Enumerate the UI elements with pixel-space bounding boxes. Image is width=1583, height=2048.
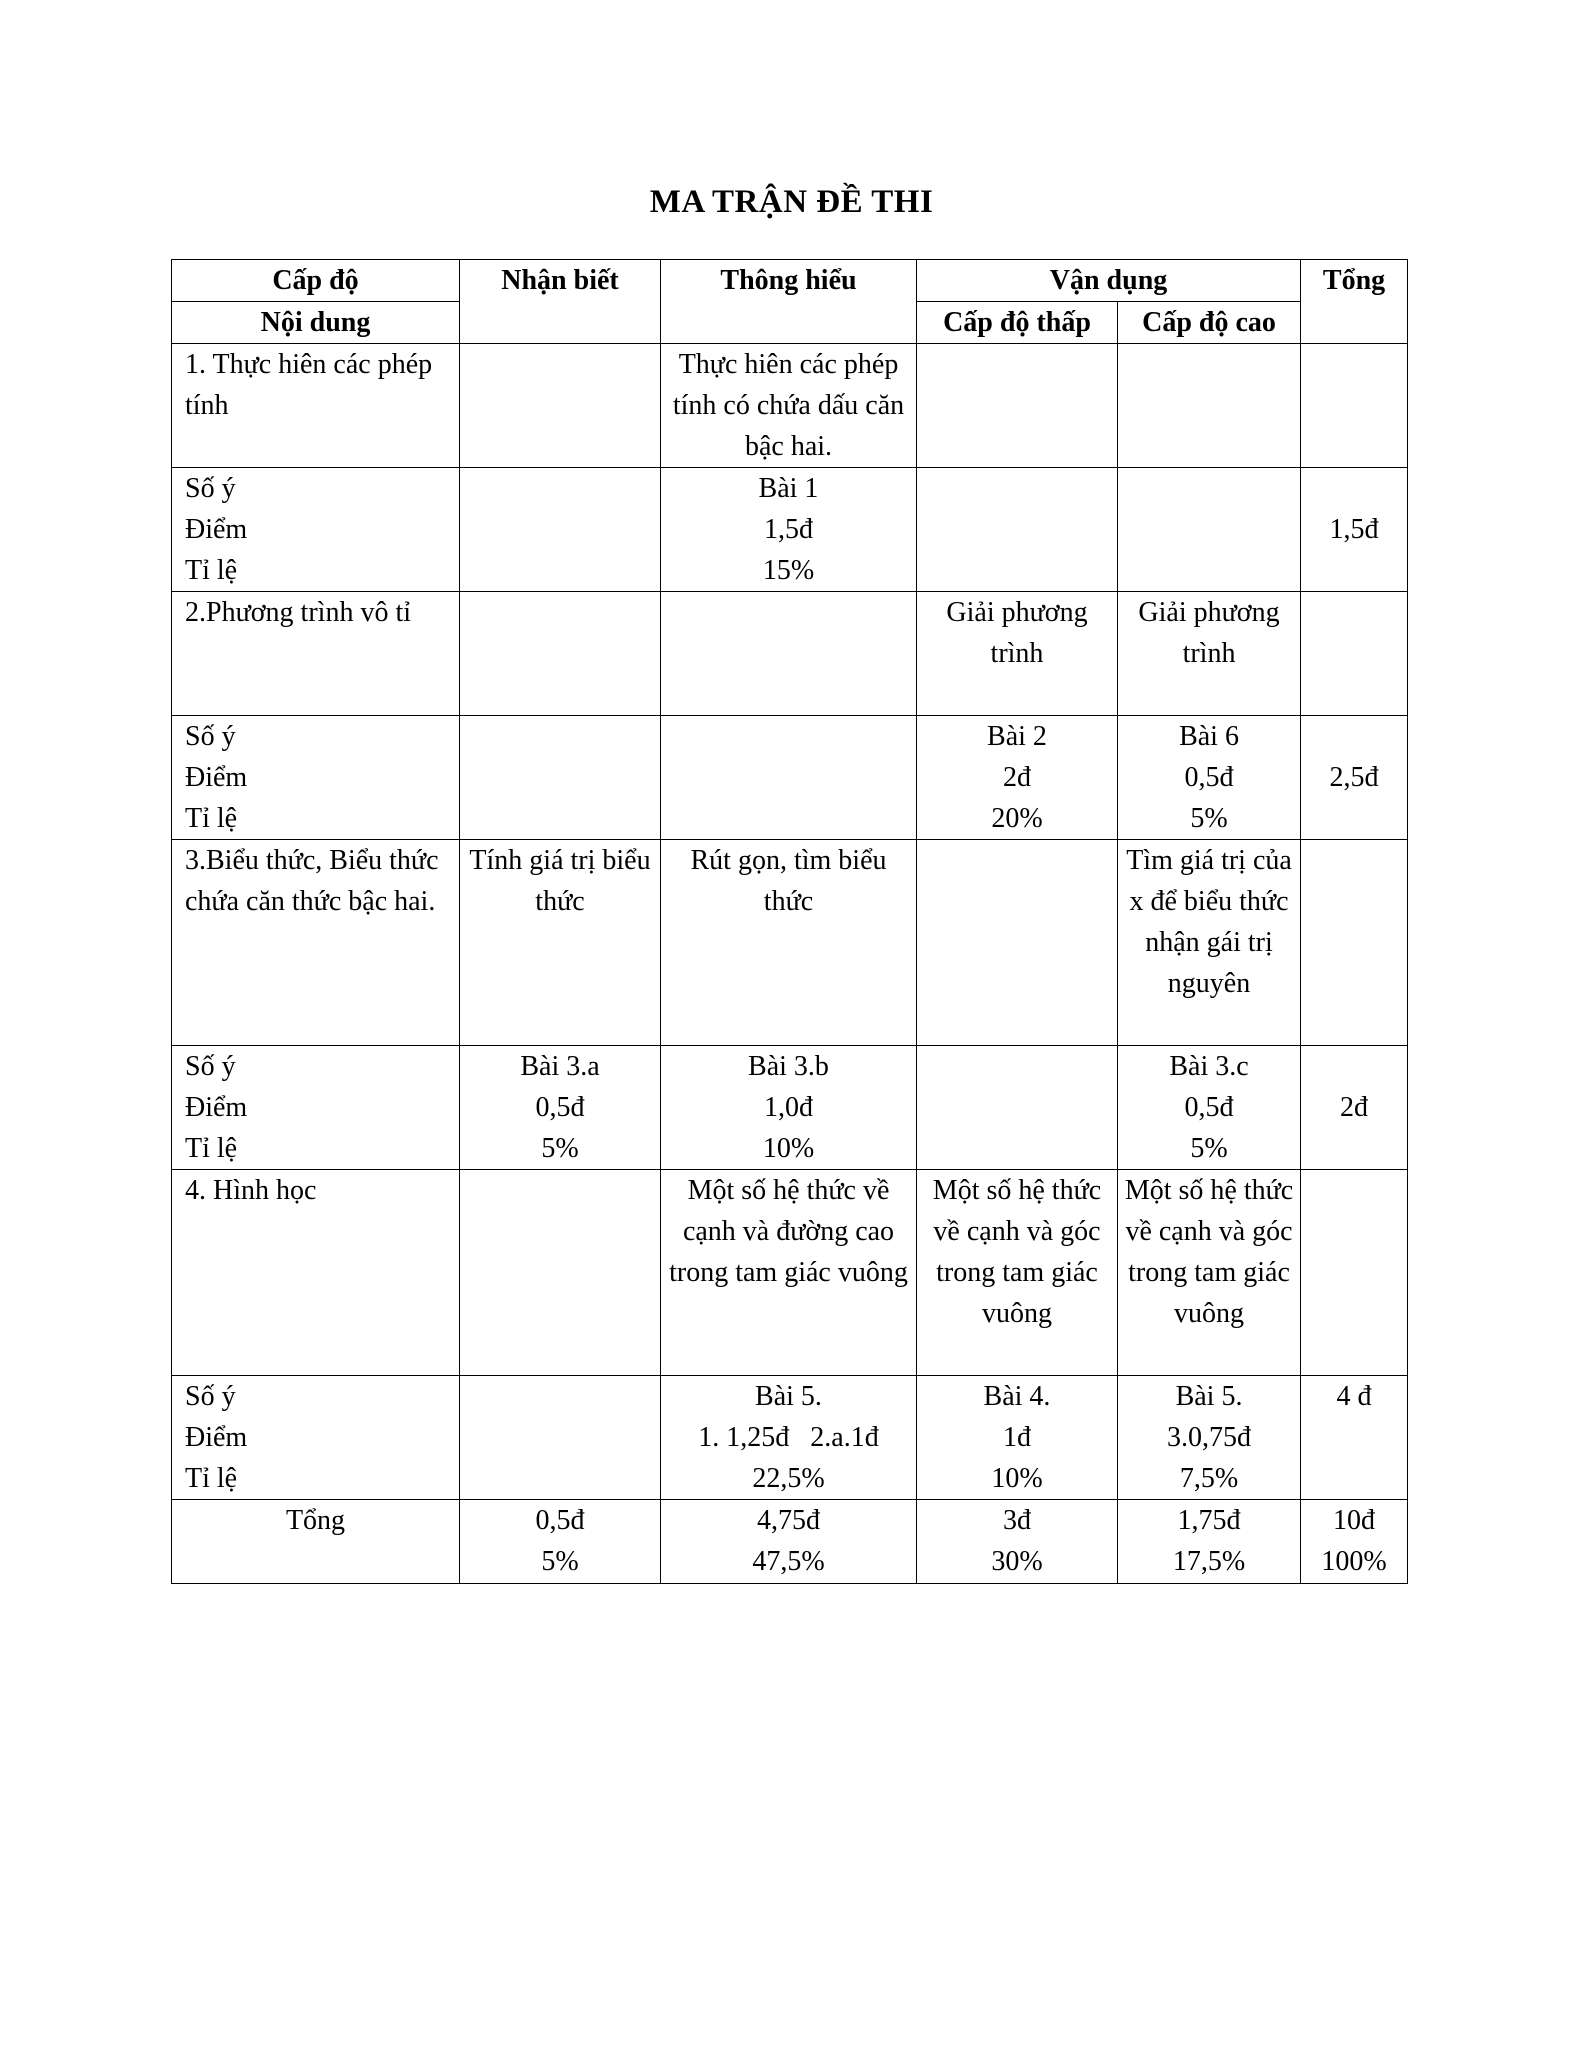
thong-hieu-cell-4-text: Một số hệ thức về cạnh và đường cao trong tam giác vuông [669, 1175, 908, 1288]
detail-labels-4-line: Tỉ lệ [185, 1463, 238, 1494]
total-nhan-biet-line: 5% [541, 1546, 579, 1577]
detail-thong-hieu-3-line: 1,0đ [764, 1092, 813, 1123]
page-title: MA TRẬN ĐỀ THI [649, 184, 934, 220]
detail-thong-hieu-3-line: 10% [762, 1133, 815, 1164]
detail-cap-do-cao-2-line: Bài 6 [1179, 721, 1239, 752]
cap-do-cao-cell-1 [1118, 344, 1301, 468]
cap-do-cao-cell-2 [1118, 592, 1301, 716]
detail-nhan-biet-2 [460, 716, 661, 840]
cap-do-cao-cell-4-text: Một số hệ thức về cạnh và góc trong tam giác vuông [1124, 1175, 1294, 1329]
table-header [172, 260, 1408, 344]
total-cap-do-cao-line: 1,75đ [1177, 1505, 1241, 1536]
detail-labels-4 [172, 1376, 460, 1500]
detail-thong-hieu-1-line: 1,5đ [764, 514, 813, 545]
table-row [172, 592, 1408, 716]
total-cap-do-thap-line: 3đ [1003, 1505, 1031, 1536]
detail-cap-do-cao-3-line: 5% [1190, 1133, 1228, 1164]
detail-cap-do-thap-4-line: Bài 4. [983, 1381, 1051, 1412]
detail-cap-do-thap-1 [917, 468, 1118, 592]
nhan-biet-cell-1 [460, 344, 661, 468]
detail-cap-do-cao-2-line: 5% [1190, 803, 1228, 834]
detail-labels-3 [172, 1046, 460, 1170]
total-row [172, 1500, 1408, 1584]
topic-cell-2-text: 2.Phương trình vô tỉ [185, 597, 411, 628]
table-row [172, 344, 1408, 468]
nhan-biet-cell-3-text: Tính giá trị biểu thức [469, 845, 651, 917]
detail-cap-do-cao-2 [1118, 716, 1301, 840]
total-thong-hieu [661, 1500, 917, 1584]
thong-hieu-cell-2 [661, 592, 917, 716]
table-row [172, 1376, 1408, 1500]
thong-hieu-cell-1 [661, 344, 917, 468]
detail-cap-do-cao-4-line: 7,5% [1179, 1463, 1239, 1494]
topic-cell-4 [172, 1170, 460, 1376]
detail-cap-do-cao-4 [1118, 1376, 1301, 1500]
detail-cap-do-cao-1 [1118, 468, 1301, 592]
detail-cap-do-thap-2 [917, 716, 1118, 840]
tong-cell-3 [1301, 840, 1408, 1046]
topic-cell-1-text: 1. Thực hiên các phép tính [185, 349, 433, 421]
detail-labels-1-line: Điểm [185, 514, 248, 545]
total-tong-line: 100% [1321, 1546, 1387, 1577]
detail-labels-2-line: Tỉ lệ [185, 803, 238, 834]
nhan-biet-cell-4 [460, 1170, 661, 1376]
total-thong-hieu-line: 4,75đ [757, 1505, 820, 1536]
detail-cap-do-thap-4-line: 10% [991, 1463, 1043, 1494]
nhan-biet-cell-3 [460, 840, 661, 1046]
total-label [172, 1500, 460, 1584]
total-cap-do-thap-line: 30% [991, 1546, 1043, 1577]
detail-cap-do-thap-2-line: 20% [991, 803, 1043, 834]
thong-hieu-cell-4 [661, 1170, 917, 1376]
detail-tong-2-text: 2,5đ [1329, 762, 1379, 793]
detail-labels-3-line: Tỉ lệ [185, 1133, 238, 1164]
detail-cap-do-cao-4-line: Bài 5. [1175, 1381, 1243, 1412]
header-thong-hieu: Thông hiểu [661, 260, 917, 344]
thong-hieu-cell-3-text: Rút gọn, tìm biểu thức [690, 845, 887, 917]
detail-tong-1 [1301, 468, 1408, 592]
table-row [172, 1046, 1408, 1170]
detail-nhan-biet-1 [460, 468, 661, 592]
detail-nhan-biet-3-line: Bài 3.a [520, 1051, 600, 1082]
total-thong-hieu-line: 47,5% [752, 1546, 825, 1577]
header-noi-dung: Nội dung [172, 302, 460, 344]
total-cap-do-cao-line: 17,5% [1172, 1546, 1246, 1577]
topic-cell-1 [172, 344, 460, 468]
table-row [172, 1170, 1408, 1376]
detail-cap-do-thap-3 [917, 1046, 1118, 1170]
tong-cell-1 [1301, 344, 1408, 468]
detail-tong-4 [1301, 1376, 1408, 1500]
detail-labels-4-line: Số ý [185, 1381, 236, 1412]
cap-do-cao-cell-3-text: Tìm giá trị của x để biểu thức nhận gái trị nguyên [1126, 845, 1292, 999]
nhan-biet-cell-2 [460, 592, 661, 716]
detail-thong-hieu-1-line: Bài 1 [758, 473, 819, 504]
thong-hieu-cell-1-text: Thực hiên các phép tính có chứa dấu căn bậc hai. [672, 349, 905, 462]
detail-tong-2 [1301, 716, 1408, 840]
total-cap-do-thap [917, 1500, 1118, 1584]
total-tong-line: 10đ [1333, 1505, 1376, 1536]
topic-cell-4-text: 4. Hình học [185, 1175, 317, 1206]
detail-labels-1 [172, 468, 460, 592]
detail-cap-do-cao-3-line: 0,5đ [1184, 1092, 1234, 1123]
detail-tong-4-text: 4 đ [1336, 1381, 1372, 1412]
detail-cap-do-thap-4-line: 1đ [1003, 1422, 1031, 1453]
tong-cell-4 [1301, 1170, 1408, 1376]
cap-do-thap-cell-4 [917, 1170, 1118, 1376]
table-row [172, 840, 1408, 1046]
detail-labels-3-line: Điểm [185, 1092, 248, 1123]
detail-nhan-biet-4 [460, 1376, 661, 1500]
total-tong [1301, 1500, 1408, 1584]
header-tong: Tổng [1301, 260, 1408, 344]
detail-nhan-biet-3-line: 0,5đ [535, 1092, 585, 1123]
detail-thong-hieu-1-line: 15% [762, 555, 815, 586]
detail-labels-4-line: Điểm [185, 1422, 248, 1453]
detail-cap-do-cao-4-line: 3.0,75đ [1167, 1422, 1251, 1453]
detail-thong-hieu-4 [661, 1376, 917, 1500]
thong-hieu-cell-3 [661, 840, 917, 1046]
detail-labels-1-line: Số ý [185, 473, 236, 504]
cap-do-thap-cell-1 [917, 344, 1118, 468]
detail-cap-do-cao-3-line: Bài 3.c [1169, 1051, 1249, 1082]
detail-tong-1-text: 1,5đ [1329, 514, 1379, 545]
header-cap-do-cao: Cấp độ cao [1118, 302, 1301, 344]
cap-do-cao-cell-3 [1118, 840, 1301, 1046]
detail-cap-do-thap-2-line: Bài 2 [987, 721, 1047, 752]
total-nhan-biet [460, 1500, 661, 1584]
detail-labels-2 [172, 716, 460, 840]
table-row [172, 468, 1408, 592]
detail-thong-hieu-3-line: Bài 3.b [748, 1051, 829, 1082]
table-row [172, 716, 1408, 840]
header-van-dung: Vận dụng [917, 260, 1301, 302]
detail-labels-2-line: Số ý [185, 721, 236, 752]
detail-thong-hieu-4-line: 22,5% [752, 1463, 825, 1494]
cap-do-thap-cell-4-text: Một số hệ thức về cạnh và góc trong tam giác vuông [932, 1175, 1102, 1329]
detail-labels-2-line: Điểm [185, 762, 248, 793]
topic-cell-3 [172, 840, 460, 1046]
detail-tong-3-text: 2đ [1340, 1092, 1369, 1123]
topic-cell-3-text: 3.Biểu thức, Biểu thức chứa căn thức bậc hai. [185, 845, 439, 917]
detail-nhan-biet-3 [460, 1046, 661, 1170]
detail-thong-hieu-3 [661, 1046, 917, 1170]
detail-labels-3-line: Số ý [185, 1051, 236, 1082]
cap-do-cao-cell-4 [1118, 1170, 1301, 1376]
cap-do-cao-cell-2-text: Giải phương trình [1138, 597, 1280, 669]
total-nhan-biet-line: 0,5đ [535, 1505, 585, 1536]
cap-do-thap-cell-3 [917, 840, 1118, 1046]
detail-tong-3 [1301, 1046, 1408, 1170]
cap-do-thap-cell-2 [917, 592, 1118, 716]
detail-thong-hieu-1 [661, 468, 917, 592]
exam-matrix-table [171, 259, 1408, 1584]
detail-cap-do-thap-2-line: 2đ [1003, 762, 1031, 793]
detail-thong-hieu-2 [661, 716, 917, 840]
detail-cap-do-cao-2-line: 0,5đ [1184, 762, 1234, 793]
detail-cap-do-thap-4 [917, 1376, 1118, 1500]
total-label-text: Tổng [285, 1505, 346, 1536]
detail-labels-1-line: Tỉ lệ [185, 555, 238, 586]
detail-thong-hieu-4-line: Bài 5. [755, 1381, 822, 1412]
detail-thong-hieu-4-line: 1. 1,25đ 2.a.1đ [698, 1422, 879, 1453]
detail-nhan-biet-3-line: 5% [541, 1133, 579, 1164]
topic-cell-2 [172, 592, 460, 716]
table-body [172, 344, 1408, 1584]
header-cap-do: Cấp độ [172, 260, 460, 302]
tong-cell-2 [1301, 592, 1408, 716]
cap-do-thap-cell-2-text: Giải phương trình [946, 597, 1088, 669]
detail-cap-do-cao-3 [1118, 1046, 1301, 1170]
header-nhan-biet: Nhận biết [460, 260, 661, 344]
header-cap-do-thap: Cấp độ thấp [917, 302, 1118, 344]
total-cap-do-cao [1118, 1500, 1301, 1584]
